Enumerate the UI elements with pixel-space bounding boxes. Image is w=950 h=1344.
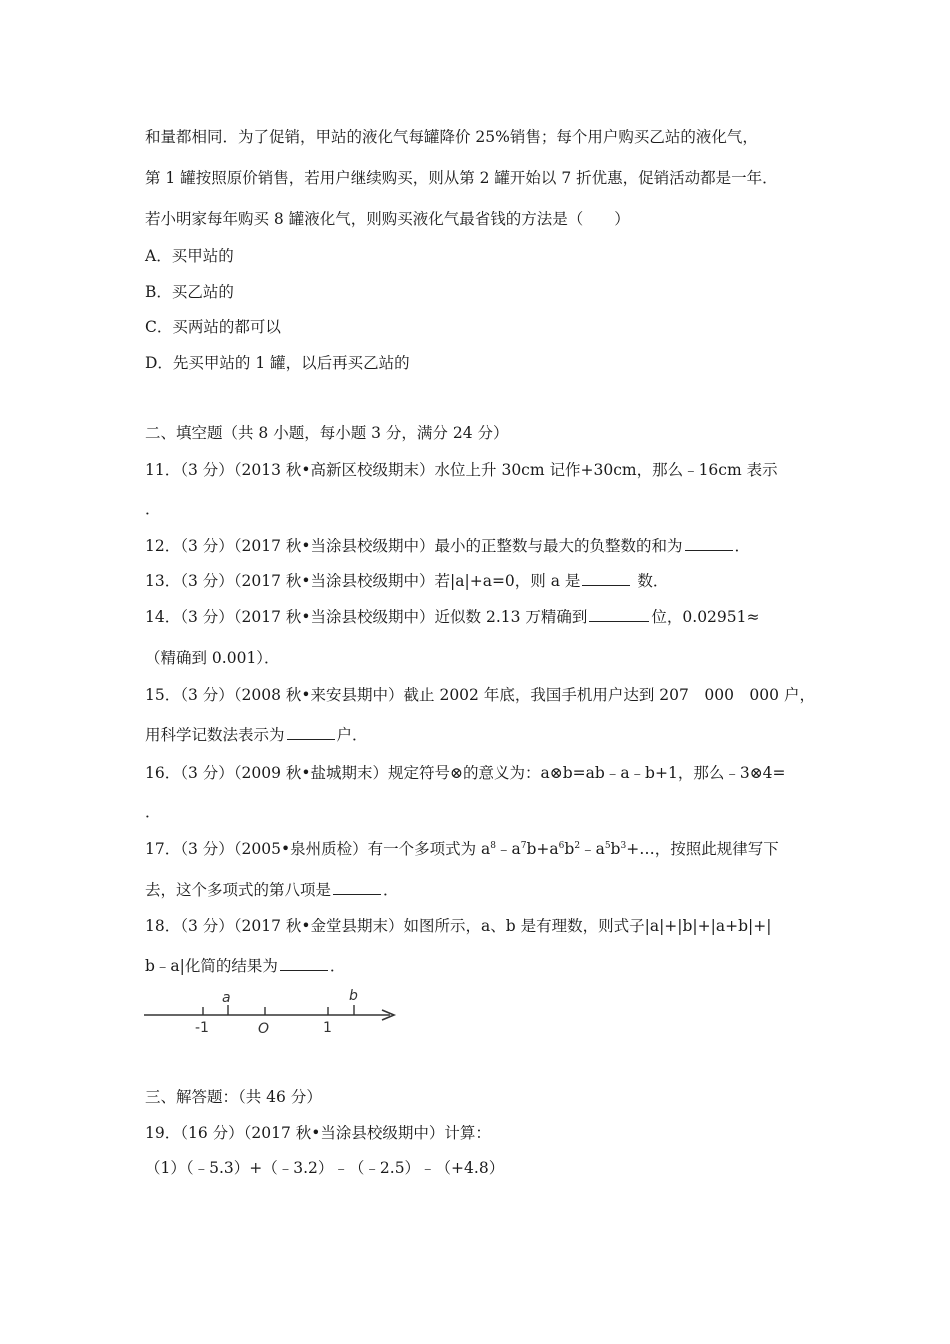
question-18-text: b﹣a|化简的结果为 <box>145 957 278 975</box>
term: ﹣a <box>496 840 521 858</box>
exponent: 5 <box>604 840 611 851</box>
label-b: b <box>349 988 358 1004</box>
answer-blank[interactable] <box>287 725 335 740</box>
question-13 <box>145 571 668 591</box>
label-a: a <box>222 990 231 1006</box>
question-17 <box>145 839 779 859</box>
question-18-end: ． <box>329 957 346 975</box>
answer-blank[interactable] <box>589 607 649 622</box>
intro-line-1: 和量都相同．为了促销，甲站的液化气每罐降价 25%销售；每个用户购买乙站的液化气， <box>145 128 758 146</box>
question-17-end: ． <box>383 881 399 899</box>
question-18-line-2 <box>145 956 345 976</box>
question-14-line-2: （精确到 0.001）． <box>145 649 280 667</box>
answer-blank[interactable] <box>280 956 328 971</box>
answer-blank[interactable] <box>582 571 630 586</box>
question-13-text: 13．（3 分）（2017 秋•当涂县校级期中）若|a|+a=0，则 a 是 <box>145 572 581 590</box>
question-17-suffix: +…，按照此规律写下 <box>626 840 779 858</box>
question-13-end: 数． <box>632 572 669 590</box>
question-12 <box>145 536 750 556</box>
option-a: A．买甲站的 <box>145 247 234 265</box>
intro-line-3: 若小明家每年购买 8 罐液化气，则购买液化气最省钱的方法是（ ） <box>145 210 630 228</box>
term: b+a <box>526 840 559 858</box>
question-15-line-2 <box>145 725 368 745</box>
question-19-part-1: （1）（﹣5.3）+（﹣3.2）﹣（﹣2.5）﹣（+4.8） <box>145 1159 505 1177</box>
term: ﹣a <box>580 840 605 858</box>
question-15: 15．（3 分）（2008 秋•来安县期中）截止 2002 年底，我国手机用户达到 207 000 000 户， <box>145 686 815 704</box>
option-c: C．买两站的都可以 <box>145 318 281 336</box>
question-12-end: ． <box>734 537 751 555</box>
question-14-text: 14．（3 分）（2017 秋•当涂县校级期中）近似数 2.13 万精确到 <box>145 608 588 626</box>
term: b <box>610 840 621 858</box>
question-14 <box>145 607 760 627</box>
label-one: 1 <box>323 1020 332 1036</box>
exponent: 2 <box>574 840 581 851</box>
exponent: 7 <box>520 840 527 851</box>
question-17-prefix: 17．（3 分）（2005•泉州质检）有一个多项式为 a <box>145 840 491 858</box>
answer-blank[interactable] <box>685 536 733 551</box>
number-line-figure <box>140 985 410 1037</box>
label-minus-1: -1 <box>195 1020 209 1036</box>
intro-line-2: 第 1 罐按照原价销售，若用户继续购买，则从第 2 罐开始以 7 折优惠，促销活动都是一年． <box>145 169 778 187</box>
question-11-end: ． <box>145 500 161 518</box>
question-11: 11．（3 分）（2013 秋•高新区校级期末）水位上升 30cm 记作+30cm，那么﹣16cm 表示 <box>145 461 778 479</box>
option-d: D．先买甲站的 1 罐，以后再买乙站的 <box>145 354 410 372</box>
section-3-title: 三、解答题：（共 46 分） <box>145 1088 322 1106</box>
question-16: 16．（3 分）（2009 秋•盐城期末）规定符号⊗的意义为：a⊗b=ab﹣a﹣b+1，那么﹣3⊗4= <box>145 764 786 782</box>
section-2-title: 二、填空题（共 8 小题，每小题 3 分，满分 24 分） <box>145 424 509 442</box>
question-16-end: ． <box>145 803 161 821</box>
question-18: 18．（3 分）（2017 秋•金堂县期末）如图所示，a、b 是有理数，则式子|a|+|b|+|a+b|+| <box>145 917 772 935</box>
question-17-text: 去，这个多项式的第八项是 <box>145 881 332 899</box>
question-14-mid: 位，0.02951≈ <box>651 608 760 626</box>
answer-blank[interactable] <box>333 880 381 895</box>
option-b: B．买乙站的 <box>145 283 234 301</box>
exponent: 3 <box>620 840 627 851</box>
question-19: 19．（16 分）（2017 秋•当涂县校级期中）计算： <box>145 1124 491 1142</box>
question-15-end: 户． <box>336 726 368 744</box>
exponent: 8 <box>490 840 497 851</box>
question-15-text: 用科学记数法表示为 <box>145 726 285 744</box>
question-17-line-2 <box>145 880 399 900</box>
question-12-text: 12．（3 分）（2017 秋•当涂县校级期中）最小的正整数与最大的负整数的和为 <box>145 537 683 555</box>
exponent: 6 <box>558 840 565 851</box>
label-origin: O <box>258 1021 270 1037</box>
term: b <box>564 840 575 858</box>
